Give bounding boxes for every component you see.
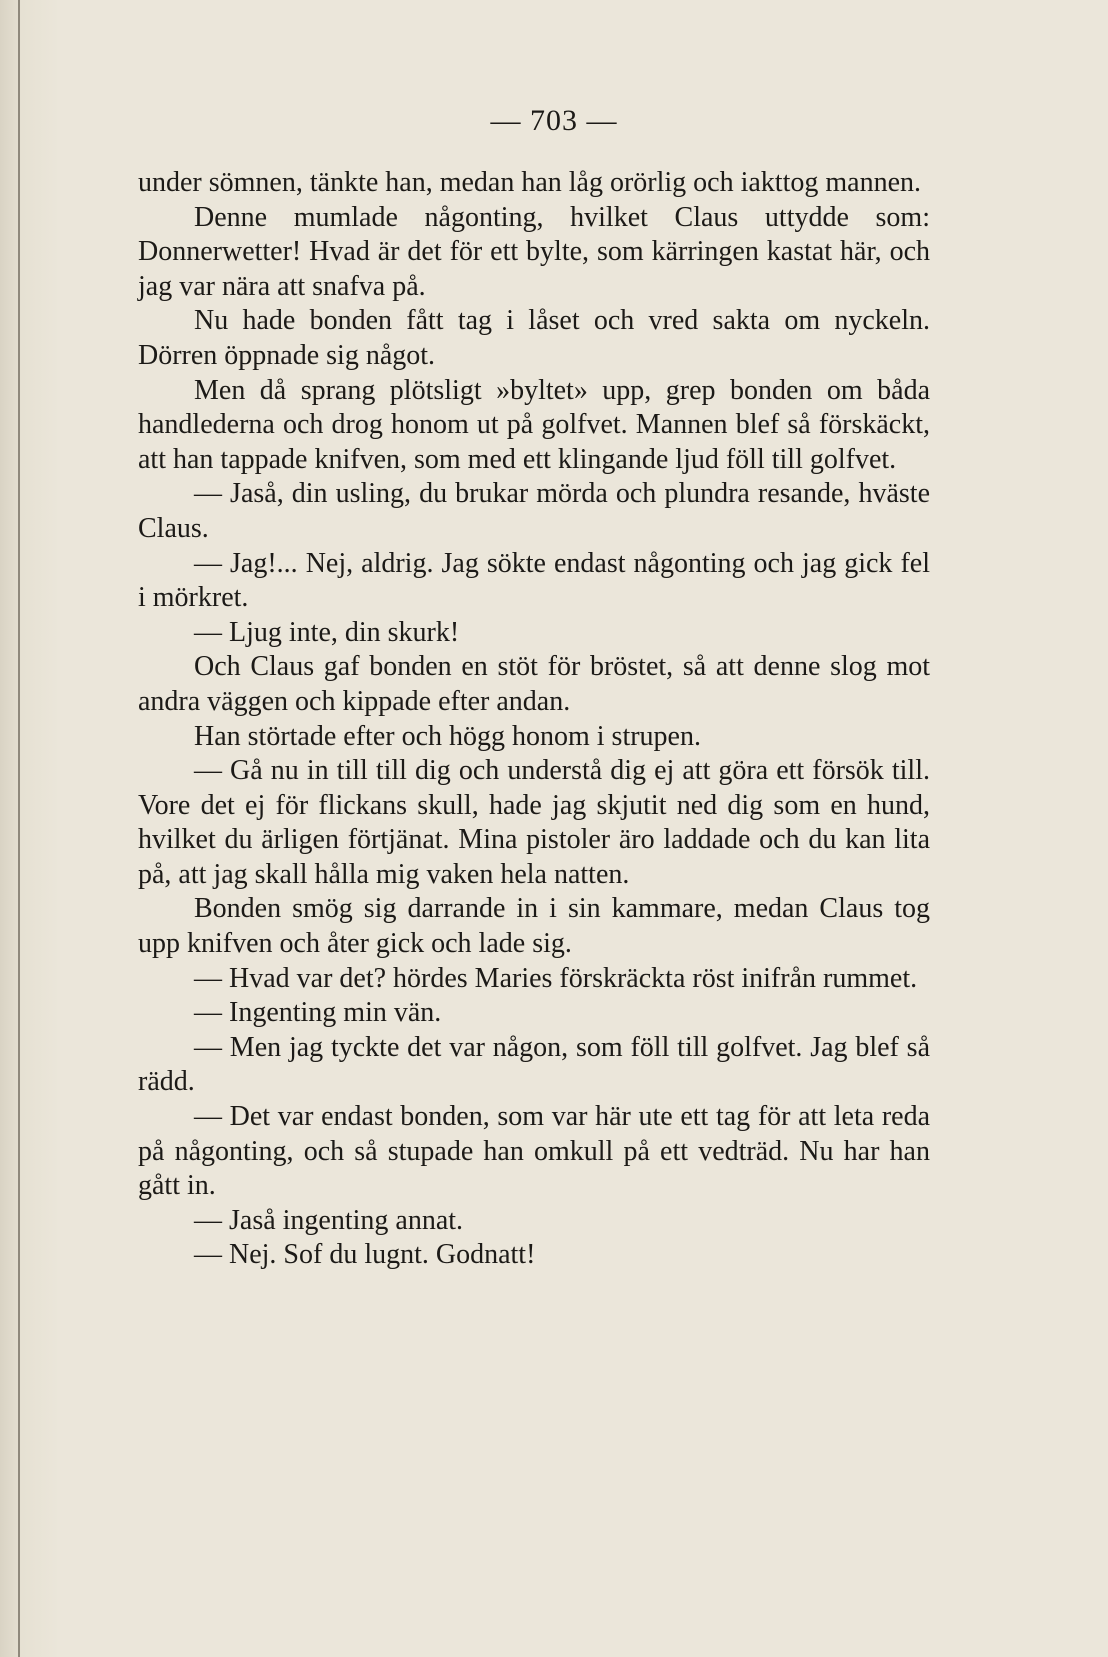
- paragraph: Bonden smög sig darrande in i sin kammare, medan Claus tog upp knifven och åter gick och lade sig.: [138, 893, 930, 960]
- paragraph: — Det var endast bonden, som var här ute ett tag för att leta reda på någonting, och så stupade han omkull på ett vedträd. Nu har han gått in.: [138, 1101, 930, 1202]
- paragraph: — Ljug inte, din skurk!: [194, 616, 460, 648]
- paragraph: — Jaså ingenting annat.: [194, 1204, 464, 1236]
- paragraph: Nu hade bonden fått tag i låset och vred sakta om nyckeln. Dörren öppnade sig något.: [138, 305, 930, 371]
- paragraph: — Jaså, din usling, du brukar mörda och plundra resande, hväste Claus.: [138, 478, 930, 544]
- paragraph: — Ingenting min vän.: [194, 997, 442, 1029]
- paragraph: Han störtade efter och högg honom i strupen.: [194, 720, 701, 752]
- paragraph: — Gå nu in till till dig och understå dig ej att göra ett försök till. Vore det ej för flickans skull, hade jag skjutit ned dig som en hund, hvilket du ärligen förtjänat. Mina pistoler äro laddade och du kan lita på, att jag skall hålla mig vaken hela natten.: [138, 755, 930, 890]
- paragraph: — Nej. Sof du lugnt. Godnatt!: [194, 1239, 536, 1271]
- paragraph: under sömnen, tänkte han, medan han låg orörlig och iakttog mannen.: [138, 167, 922, 198]
- binding-edge: [18, 0, 20, 1657]
- paragraph: — Men jag tyckte det var någon, som föll till golfvet. Jag blef så rädd.: [138, 1031, 930, 1098]
- paragraph: Och Claus gaf bonden en stöt för bröstet, så att denne slog mot andra väggen och kippade efter andan.: [138, 651, 930, 717]
- page-number: — 703 —: [490, 104, 618, 137]
- body-text: [138, 166, 930, 1273]
- paragraph: — Jag!... Nej, aldrig. Jag sökte endast någonting och jag gick fel i mörkret.: [138, 547, 930, 614]
- paragraph: — Hvad var det? hördes Maries förskräckta röst inifrån rummet.: [194, 962, 918, 994]
- paragraph: Denne mumlade någonting, hvilket Claus uttydde som: Donnerwetter! Hvad är det för ett bylte, som kärringen kastat här, och jag var nära att snafva på.: [138, 201, 930, 302]
- paragraph: Men då sprang plötsligt »byltet» upp, grep bonden om båda handlederna och drog honom ut på golfvet. Mannen blef så förskäckt, att han tappade knifven, som med ett klingande ljud föll till golfvet.: [138, 374, 930, 475]
